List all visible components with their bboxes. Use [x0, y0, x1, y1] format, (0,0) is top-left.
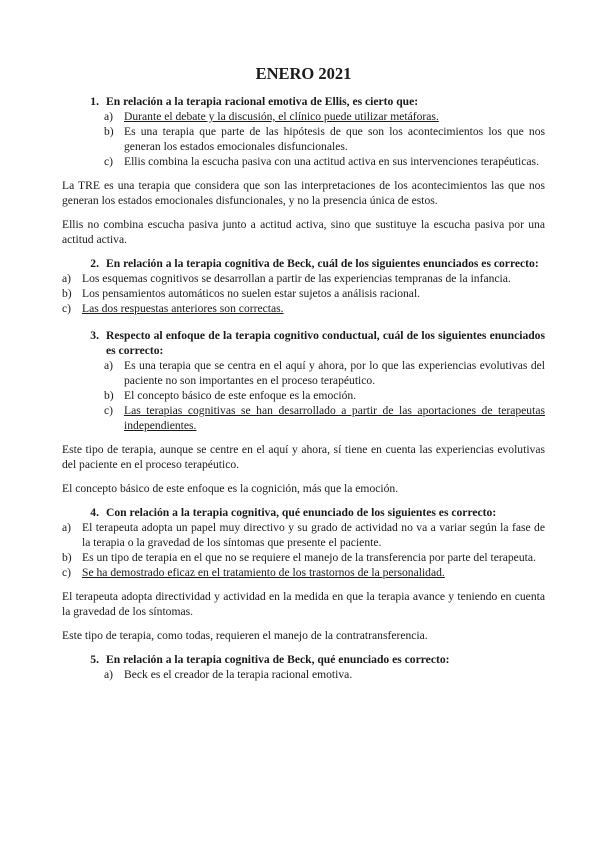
option-label: a) — [62, 521, 72, 534]
question-5-heading — [62, 652, 545, 667]
question-3-options — [62, 358, 545, 433]
explanation-paragraph: La TRE es una terapia que considera que son las interpretaciones de los acontecimientos las que nos generan los estados emocionales disfuncionales, y no la presencia única de estos. — [62, 179, 545, 207]
option-label: c) — [62, 302, 72, 315]
page-title: ENERO 2021 — [255, 64, 352, 83]
option-text: El terapeuta adopta un papel muy directivo y su grado de actividad no va a variar según la fase de la terapia o la gravedad de los síntomas que presente el paciente. — [82, 521, 545, 549]
question-number: 1. — [90, 95, 99, 108]
option-b — [62, 286, 545, 301]
question-4-heading — [62, 505, 545, 520]
question-5 — [62, 652, 545, 682]
option-label: a) — [104, 668, 114, 681]
question-1-options — [62, 109, 545, 169]
option-a — [62, 667, 545, 682]
option-a — [62, 109, 545, 124]
option-c — [62, 403, 545, 433]
question-number: 2. — [90, 257, 99, 270]
explanation-paragraph: Este tipo de terapia, aunque se centre en el aquí y ahora, sí tiene en cuenta las experiencias evolutivas del paciente en el proceso terapéutico. — [62, 443, 545, 471]
option-text-correct: Las dos respuestas anteriores son correctas. — [82, 302, 284, 315]
question-number: 3. — [90, 329, 99, 342]
question-text: Con relación a la terapia cognitiva, qué enunciado de los siguientes es correcto: — [106, 506, 497, 519]
option-c — [62, 565, 545, 580]
question-5-options — [62, 667, 545, 682]
option-label: a) — [104, 359, 114, 372]
option-a — [62, 358, 545, 388]
question-text: Respecto al enfoque de la terapia cognitivo conductual, cuál de los siguientes enunciados es correcto: — [106, 329, 545, 357]
option-label: b) — [62, 287, 72, 300]
option-label: a) — [104, 110, 114, 123]
question-text: En relación a la terapia racional emotiva de Ellis, es cierto que: — [106, 95, 419, 108]
option-text: Es un tipo de terapia en el que no se requiere el manejo de la transferencia por parte del terapeuta. — [82, 551, 536, 564]
option-b — [62, 388, 545, 403]
option-c — [62, 301, 545, 316]
option-text: Ellis combina la escucha pasiva con una actitud activa en sus intervenciones terapéuticas. — [124, 155, 539, 168]
question-number: 4. — [90, 506, 99, 519]
option-text: El concepto básico de este enfoque es la emoción. — [124, 389, 357, 402]
option-label: c) — [104, 404, 114, 417]
option-label: b) — [104, 389, 114, 402]
question-4-options — [62, 520, 545, 580]
option-text: Los pensamientos automáticos no suelen estar sujetos a análisis racional. — [82, 287, 421, 300]
option-label: b) — [62, 551, 72, 564]
explanation-paragraph: El terapeuta adopta directividad y actividad en la medida en que la terapia avance y teniendo en cuenta la gravedad de los síntomas. — [62, 590, 545, 618]
question-2 — [62, 256, 545, 316]
explanation-paragraph: Ellis no combina escucha pasiva junto a actitud activa, sino que sustituye la escucha pasiva por una actitud activa. — [62, 218, 545, 246]
option-text-correct: Las terapias cognitivas se han desarrollado a partir de las aportaciones de terapeutas independientes. — [124, 404, 545, 432]
question-number: 5. — [90, 653, 99, 666]
question-text: En relación a la terapia cognitiva de Beck, qué enunciado es correcto: — [106, 653, 450, 666]
option-label: c) — [62, 566, 72, 579]
explanation-paragraph: El concepto básico de este enfoque es la cognición, más que la emoción. — [62, 482, 399, 495]
option-text: Beck es el creador de la terapia racional emotiva. — [124, 668, 353, 681]
option-b — [62, 124, 545, 154]
option-b — [62, 550, 545, 565]
question-text: En relación a la terapia cognitiva de Beck, cuál de los siguientes enunciados es correcto: — [106, 257, 539, 270]
option-text: Es una terapia que se centra en el aquí y ahora, por lo que las experiencias evolutivas del paciente no son importantes en el proceso terapéutico. — [124, 359, 545, 387]
question-3 — [62, 328, 545, 433]
explanation-paragraph: Este tipo de terapia, como todas, requieren el manejo de la contratransferencia. — [62, 629, 428, 642]
question-4 — [62, 505, 545, 580]
option-label: c) — [104, 155, 114, 168]
option-c — [62, 154, 545, 169]
question-2-options — [62, 271, 545, 316]
option-label: b) — [104, 125, 114, 138]
question-1 — [62, 94, 545, 169]
option-text: Es una terapia que parte de las hipótesis de que son los acontecimientos los que nos generan los estados emocionales disfuncionales. — [124, 125, 545, 153]
option-text-correct: Se ha demostrado eficaz en el tratamiento de los trastornos de la personalidad. — [82, 566, 445, 579]
option-label: a) — [62, 272, 72, 285]
question-2-heading — [62, 256, 545, 271]
option-a — [62, 520, 545, 550]
option-text: Los esquemas cognitivos se desarrollan a partir de las experiencias tempranas de la infancia. — [82, 272, 511, 285]
option-a — [62, 271, 545, 286]
question-1-heading — [62, 94, 545, 109]
question-3-heading — [62, 328, 545, 358]
option-text-correct: Durante el debate y la discusión, el clínico puede utilizar metáforas. — [124, 110, 439, 123]
